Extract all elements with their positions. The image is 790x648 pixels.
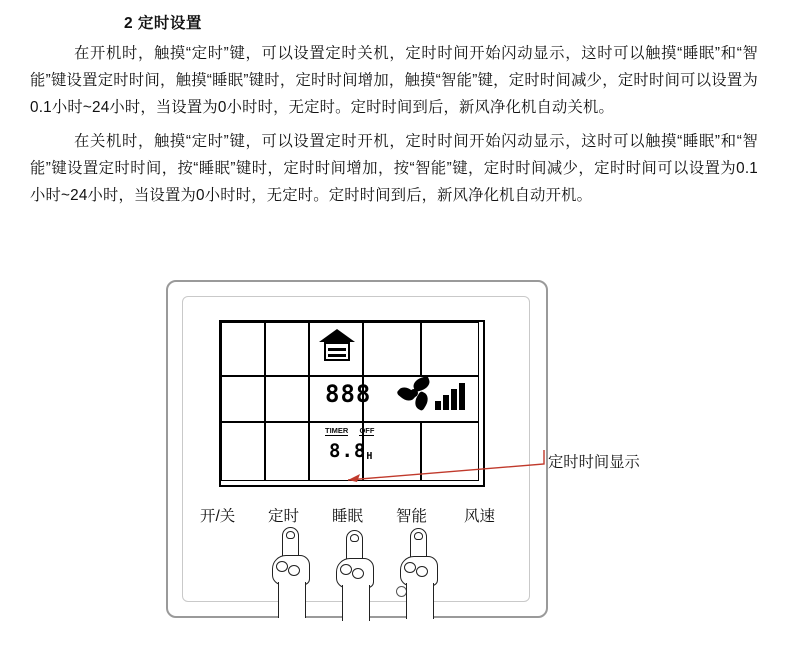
lcd-cell xyxy=(221,422,265,481)
lcd-cell xyxy=(363,322,421,376)
fan-speed-bars-icon xyxy=(435,378,473,410)
annotation-arrow-icon xyxy=(330,432,570,492)
house-icon xyxy=(317,329,357,365)
paragraph-power-on: 在开机时，触摸“定时”键，可以设置定时关机，定时时间开始闪动显示，这时可以触摸“睡眠”和“智能”键设置定时时间，触摸“睡眠”键时，定时时间增加，触摸“智能”键，定时时间减少，定时时间可以设置为0.1小时~24小时，当设置为0小时时，无定时。定时时间到后，新风净化机自动关机。 xyxy=(30,45,758,116)
lcd-cell xyxy=(265,376,309,422)
lcd-cell xyxy=(265,322,309,376)
lcd-cell xyxy=(265,422,309,481)
hand-pointing-timer-icon xyxy=(272,527,312,617)
lcd-cell xyxy=(221,376,265,422)
lcd-cell xyxy=(221,322,265,376)
annotation-label: 定时时间显示 xyxy=(548,454,640,471)
lcd-off-label: OFF xyxy=(359,426,375,435)
power-button[interactable]: 开/关 xyxy=(200,508,236,525)
timer-button[interactable]: 定时 xyxy=(268,508,300,525)
section-heading: 2 定时设置 xyxy=(124,15,202,32)
lcd-timer-unit: H xyxy=(366,451,374,462)
lcd-timer-digits: 8.8 xyxy=(329,440,367,462)
smart-button[interactable]: 智能 xyxy=(396,508,428,525)
paragraph-power-off: 在关机时，触摸“定时”键，可以设置定时开机，定时时间开始闪动显示，这时可以触摸“睡眠”和“智能”键设置定时时间，按“睡眠”键时，定时时间增加，按“智能”键，定时时间减少，定时时间可以设置为0.1小时~24小时，当设置为0小时时，无定时。定时时间到后，新风净化机自动开机。 xyxy=(30,133,758,204)
fan-speed-button[interactable]: 风速 xyxy=(464,508,496,525)
sleep-button[interactable]: 睡眠 xyxy=(332,508,364,525)
hand-pointing-smart-icon xyxy=(400,528,440,618)
hand-pointing-sleep-icon xyxy=(336,530,376,620)
document-text-block xyxy=(0,0,790,209)
lcd-timer-label: TIMER xyxy=(325,426,349,435)
lcd-cell xyxy=(421,322,479,376)
lcd-main-digits: 888 xyxy=(325,380,372,408)
fan-icon xyxy=(396,376,432,410)
device-illustration xyxy=(0,262,790,648)
